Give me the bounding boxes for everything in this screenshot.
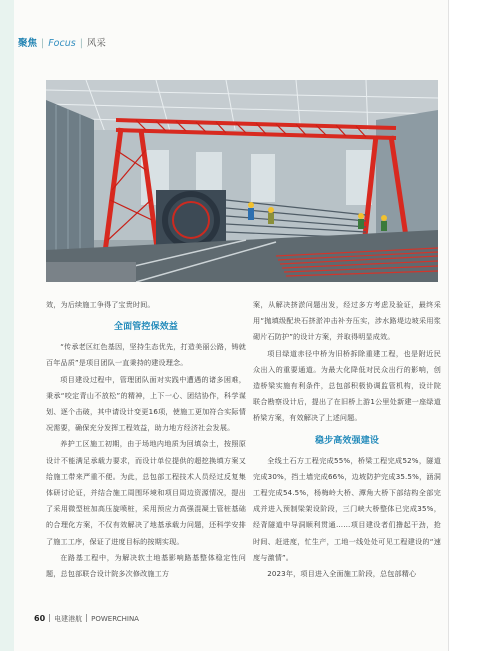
section-title: 聚焦 [18,38,38,49]
left-edge-strip [0,0,14,651]
header-divider: | [41,38,45,49]
paragraph: 2023年，项目进入全面施工阶段，总包部精心 [267,569,417,579]
paragraph: 效，为后续施工争得了宝贵时间。 [46,300,155,309]
page-footer [34,614,139,624]
paragraph: 全线土石方工程完成55%，桥梁工程完成52%，隧道完成30%，挡土墙完成66%，边坡防护完成35.5%，涵洞工程完成54.5%，杨梅岭大桥、潭角大桥下部结构全部完成并进入预制梁架设阶段，三门峡大桥整体已完成35%，经背隧道中导洞顺利贯通……项目建设者们撸起干劲，抢时间、赶进度，忙生产，工地一线处处可见工程建设的“速度与激情”。 [253,455,441,562]
paragraph: 项目绿道赤径中桥为旧桥拆除重建工程，也是附近民众出入的重要通道。为最大化降低对民众出行的影响，创造桥梁实施有利条件，总包部积极协调监管机构，设计院联合勘察设计后，提出了在旧桥上游1公里处新建一座绿道桥梁方案，有效解决了上述问题。 [253,348,441,423]
magazine-name: 电建港航 [54,615,83,623]
page-number: 60 [34,614,46,623]
paragraph: 在路基工程中，为解决软土地基影响路基整体稳定性问题，总包部联合设计院多次修改施工方 [46,552,246,579]
paragraph: “传承老区红色基因，坚持生态优先，打造美丽公路，铸就百年品质”是项目团队一直秉持的建设理念。 [46,342,246,368]
right-margin [448,0,480,651]
subsection-title: 风采 [86,38,106,49]
subheading: 稳步高效强建设 [314,435,380,446]
right-text-column [253,297,441,582]
footer-divider [49,614,50,622]
left-text-column [46,297,246,582]
construction-workshop-photo [46,80,438,282]
paragraph: 养护工区施工初期，由于场地内地质为回填杂土，按照原设计不能满足承载力要求，而设计单位提供的超挖换填方案又给施工带来严重不便。为此，总包部工程技术人员经过反复集体研讨论证，并结合施工周围环境和项目周边资源情况，提出了采用微型桩加高压旋喷桩，采用预应力高强混凝土管桩基础的合理化方案，不仅有效解决了地基承载力问题，还科学安排了施工工序，保证了进度目标的按期实现。 [46,439,246,546]
section-header [18,36,106,52]
section-title-en: Focus [48,38,76,49]
paragraph: 案，从解决挤淤问题出发，经过多方考虑及验证，最终采用“抛填级配块石挤淤冲击补夯压实，涉水路堤边坡采用浆砌片石防护”的设计方案，并取得明显成效。 [253,300,441,342]
paragraph: 项目建设过程中，管理团队面对实践中遭遇的诸多困难，秉承“咬定青山不放松”的精神，上下一心、团结协作，科学谋划、逐个击破，其中请设计变更16项，使施工更加符合实际情况需要，确保充分发挥工程效益，助力地方经济社会发展。 [46,374,246,433]
subheading: 全面管控保效益 [113,322,179,333]
brand-name: POWERCHINA [91,615,139,623]
footer-divider [86,614,87,622]
header-divider: | [79,38,83,49]
